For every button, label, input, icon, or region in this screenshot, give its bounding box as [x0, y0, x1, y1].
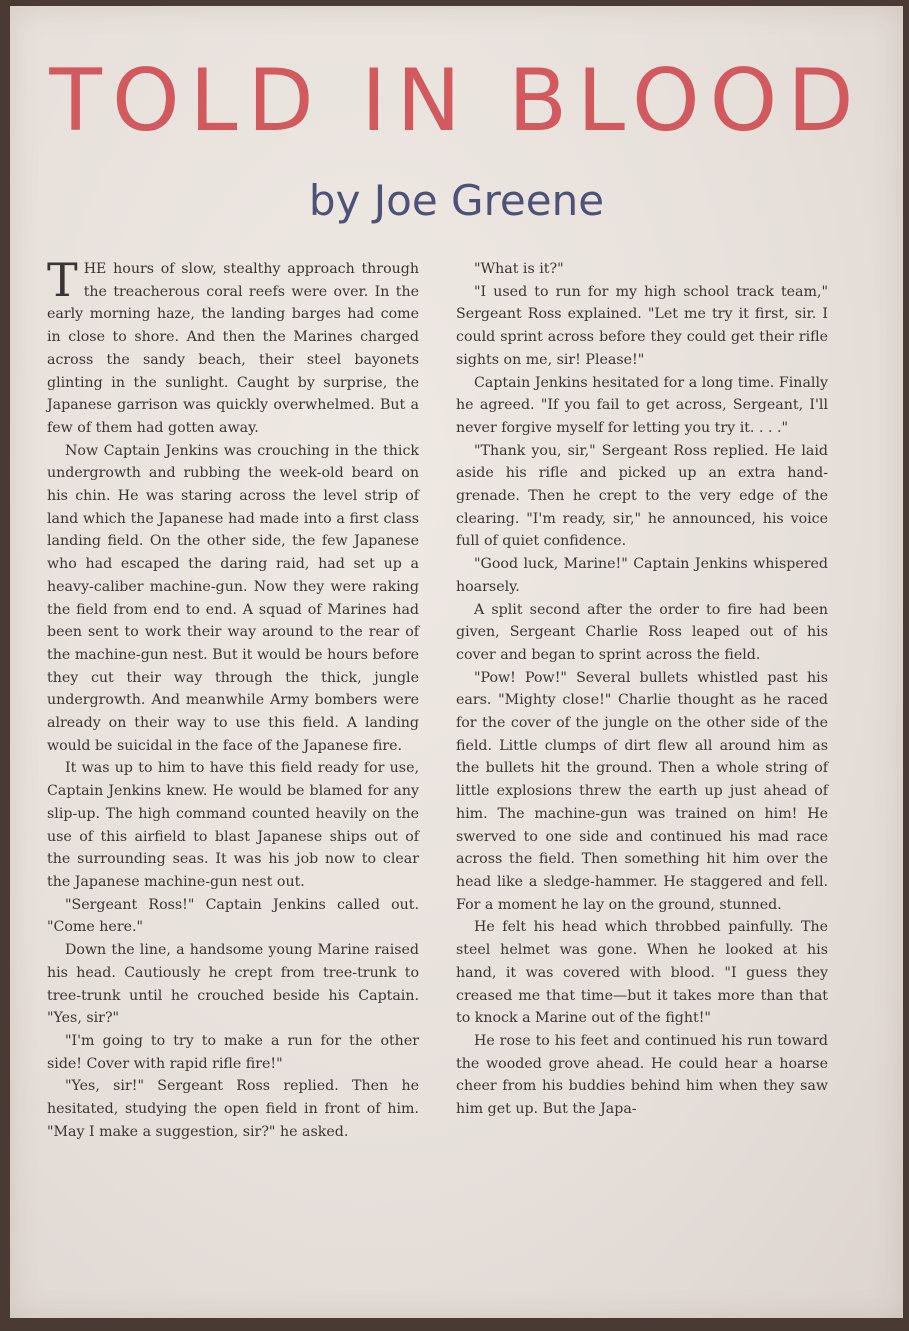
drop-cap: T — [47, 253, 78, 307]
paragraph: "I'm going to try to make a run for the other side! Cover with rapid rifle fire!" — [47, 1032, 419, 1072]
paragraph: He rose to his feet and continued his run toward the wooded grove ahead. He could hear a hoarse cheer from his buddies behind him when they saw him get up. But the Japa- — [456, 1032, 828, 1118]
paragraph: Now Captain Jenkins was crouching in the thick undergrowth and rubbing the week-old beard on his chin. He was staring across the level strip of land which the Japanese had made into a first class landing field. On the other side, the few Japanese who had escaped the daring raid, had set up a heavy-caliber machine-gun. Now they were raking the field from end to end. A squad of Marines had been sent to work their way around to the rear of the machine-gun nest. But it would be hours before they cut their way through the thick, jungle undergrowth. And meanwhile Army bombers were already on their way to use this field. A landing would be suicidal in the face of the Japanese fire. — [47, 442, 419, 754]
paragraph: Down the line, a handsome young Marine raised his head. Cautiously he crept from tree-trunk to tree-trunk until he crouched beside his Captain. "Yes, sir?" — [47, 942, 419, 1027]
story-byline: by Joe Greene — [308, 176, 605, 225]
left-column — [47, 253, 419, 1143]
paragraph — [47, 253, 419, 440]
paragraph: "I used to run for my high school track team," Sergeant Ross explained. "Let me try it first, sir. I could sprint across before they could get their rifle sights on me, sir! Please!" — [456, 283, 828, 368]
paragraph: Captain Jenkins hesitated for a long time. Finally he agreed. "If you fail to get across, Sergeant, I'll never forgive myself for letting you try it. . . ." — [456, 374, 828, 436]
paragraph: "Good luck, Marine!" Captain Jenkins whispered hoarsely. — [456, 556, 828, 595]
paragraph: A split second after the order to fire had been given, Sergeant Charlie Ross leaped out of his cover and began to sprint across the field. — [456, 601, 828, 663]
paragraph: "What is it?" — [474, 261, 564, 277]
paragraph: It was up to him to have this field ready for use, Captain Jenkins knew. He would be blamed for any slip-up. The high command counted heavily on the use of this airfield to blast Japanese ships out of the surrounding seas. It was his job now to clear the Japanese machine-gun nest out. — [47, 760, 419, 890]
paragraph-text: HE hours of slow, stealthy approach through the treacherous coral reefs were over. In the early morning haze, the landing barges had come in close to shore. And then the Marines charged across the sandy beach, their steel bayonets glinting in the sunlight. Caught by surprise, the Japanese garrison was quickly overwhelmed. But a few of them had gotten away. — [47, 261, 419, 436]
paragraph: "Thank you, sir," Sergeant Ross replied. He laid aside his rifle and picked up an extra hand-grenade. Then he crept to the very edge of the clearing. "I'm ready, sir," he announced, his voice full of quiet confidence. — [456, 442, 828, 550]
paragraph: "Yes, sir!" Sergeant Ross replied. Then he hesitated, studying the open field in front of him. "May I make a suggestion, sir?" he asked. — [47, 1078, 419, 1140]
right-column — [456, 258, 828, 1121]
story-title: TOLD IN BLOOD — [49, 51, 864, 151]
paragraph: "Sergeant Ross!" Captain Jenkins called out. "Come here." — [47, 896, 419, 936]
paragraph: "Pow! Pow!" Several bullets whistled past his ears. "Mighty close!" Charlie thought as he raced for the cover of the jungle on the other side of the field. Little clumps of dirt flew all around him as the bullets hit the ground. Then a whole string of little explosions threw the earth up just ahead of him. The machine-gun was trained on him! He swerved to one side and continued his mad race across the field. Then something hit him over the head like a sledge-hammer. He staggered and fell. For a moment he lay on the ground, stunned. — [456, 669, 828, 913]
paragraph: He felt his head which throbbed painfully. The steel helmet was gone. When he looked at his hand, it was covered with blood. "I guess they creased me that time—but it takes more than that to knock a Marine out of the fight!" — [456, 919, 828, 1027]
magazine-page — [10, 6, 903, 1318]
